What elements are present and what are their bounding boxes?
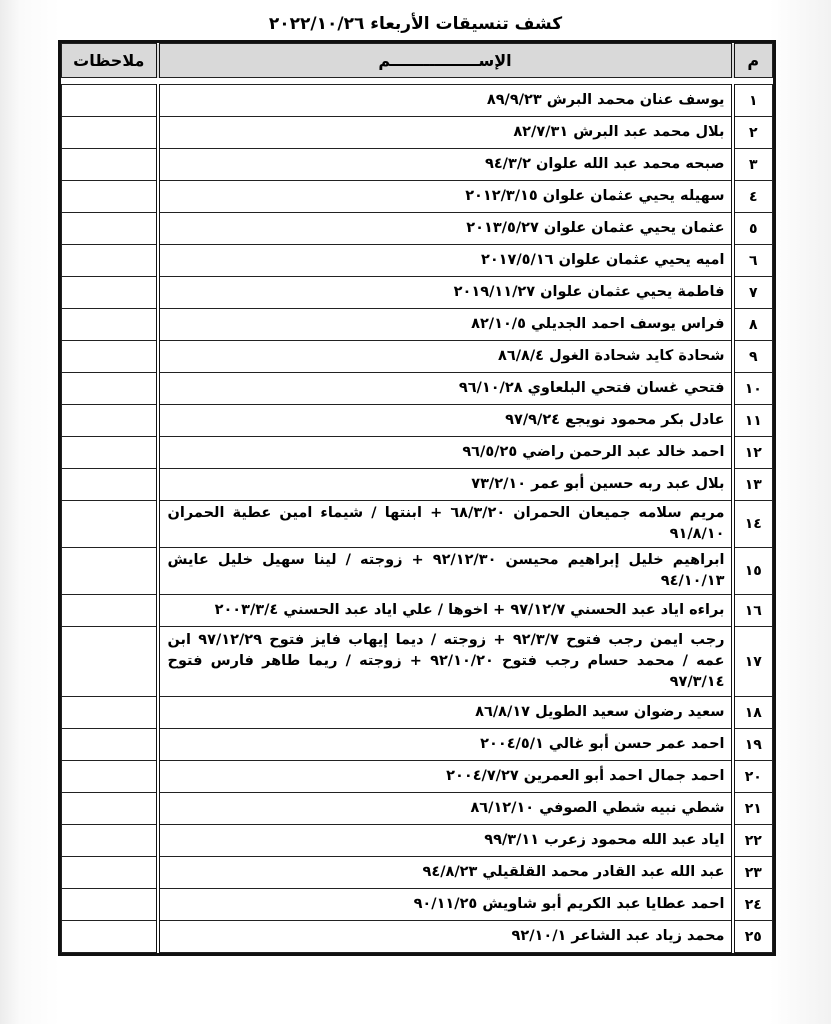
row-name: فراس يوسف احمد الجديلي ٨٢/١٠/٥ [158, 309, 733, 341]
row-notes [62, 825, 158, 857]
row-number: ٢٣ [733, 857, 773, 889]
row-notes [62, 309, 158, 341]
row-name: محمد زياد عبد الشاعر ٩٢/١٠/١ [158, 921, 733, 953]
row-number: ١ [733, 85, 773, 117]
table-row [62, 761, 773, 793]
row-notes [62, 245, 158, 277]
row-name: سعيد رضوان سعيد الطويل ٨٦/٨/١٧ [158, 697, 733, 729]
table-row [62, 548, 773, 595]
row-notes [62, 921, 158, 953]
document-title: كشف تنسيقات الأربعاء ٢٠٢٢/١٠/٢٦ [268, 14, 563, 34]
header-number: م [733, 44, 773, 78]
row-name: بلال عبد ربه حسين أبو عمر ٧٣/٢/١٠ [158, 469, 733, 501]
row-name: اميه يحيي عثمان علوان ٢٠١٧/٥/١٦ [158, 245, 733, 277]
row-number: ٦ [733, 245, 773, 277]
header-name: الإســــــــــــــــم [158, 44, 733, 78]
row-notes [62, 627, 158, 697]
row-name: عبد الله عبد القادر محمد القلقيلي ٩٤/٨/٢٣ [158, 857, 733, 889]
row-notes [62, 117, 158, 149]
row-notes [62, 729, 158, 761]
row-notes [62, 469, 158, 501]
row-notes [62, 213, 158, 245]
row-name: احمد جمال احمد أبو العمرين ٢٠٠٤/٧/٢٧ [158, 761, 733, 793]
row-name: مريم سلامه جميعان الحمران ٦٨/٣/٢٠ + ابنتها / شيماء امين عطية الحمران ٩١/٨/١٠ [167, 505, 725, 542]
table-row [62, 117, 773, 149]
table-row [62, 501, 773, 548]
names-table-frame [58, 40, 776, 956]
header-notes: ملاحظات [62, 44, 158, 78]
table-row [62, 373, 773, 405]
table-row [62, 309, 773, 341]
row-name: رجب ايمن رجب فتوح ٩٢/٣/٧ + زوجته / ديما إيهاب فايز فتوح ٩٧/١٢/٢٩ ابن عمه / محمد حسام رجب فتوح ٩٢/١٠/٢٠ + زوجته / ريما طاهر فارس فتوح ٩٧/٣/١٤ [167, 632, 725, 690]
row-number: ١٤ [733, 501, 773, 548]
row-name: ابراهيم خليل إبراهيم محيسن ٩٢/١٢/٣٠ + زوجته / لينا سهيل خليل عايش ٩٤/١٠/١٣ [167, 552, 725, 589]
row-number: ٢٢ [733, 825, 773, 857]
table-row [62, 729, 773, 761]
header-gap-row [62, 78, 773, 85]
row-number: ١٥ [733, 548, 773, 595]
row-name: فاطمة يحيي عثمان علوان ٢٠١٩/١١/٢٧ [158, 277, 733, 309]
row-number: ١٨ [733, 697, 773, 729]
row-name: شحادة كايد شحادة الغول ٨٦/٨/٤ [158, 341, 733, 373]
row-notes [62, 761, 158, 793]
row-number: ٢ [733, 117, 773, 149]
row-name: احمد عمر حسن أبو غالي ٢٠٠٤/٥/١ [158, 729, 733, 761]
table-row [62, 437, 773, 469]
table-header-row [62, 44, 773, 78]
row-notes [62, 373, 158, 405]
row-number: ٢٥ [733, 921, 773, 953]
row-notes [62, 793, 158, 825]
row-number: ٣ [733, 149, 773, 181]
row-notes [62, 405, 158, 437]
table-row [62, 181, 773, 213]
table-row [62, 889, 773, 921]
row-notes [62, 548, 158, 595]
row-number: ٢١ [733, 793, 773, 825]
row-number: ٤ [733, 181, 773, 213]
table-row [62, 793, 773, 825]
row-name: شطي نبيه شطي الصوفي ٨٦/١٢/١٠ [158, 793, 733, 825]
row-notes [62, 857, 158, 889]
row-name: عثمان يحيي عثمان علوان ٢٠١٣/٥/٢٧ [158, 213, 733, 245]
table-row [62, 825, 773, 857]
row-name: يوسف عنان محمد البرش ٨٩/٩/٢٣ [158, 85, 733, 117]
row-notes [62, 501, 158, 548]
table-row [62, 85, 773, 117]
row-name: احمد خالد عبد الرحمن راضي ٩٦/٥/٢٥ [158, 437, 733, 469]
row-number: ١٢ [733, 437, 773, 469]
row-name: سهيله يحيي عثمان علوان ٢٠١٢/٣/١٥ [158, 181, 733, 213]
table-row [62, 469, 773, 501]
table-row [62, 405, 773, 437]
row-number: ١٣ [733, 469, 773, 501]
table-row [62, 277, 773, 309]
table-row [62, 245, 773, 277]
row-number: ١٠ [733, 373, 773, 405]
table-row [62, 857, 773, 889]
names-table [61, 43, 773, 953]
row-number: ٥ [733, 213, 773, 245]
row-number: ٩ [733, 341, 773, 373]
row-notes [62, 697, 158, 729]
row-name: براءه اياد عبد الحسني ٩٧/١٢/٧ + اخوها / علي اياد عبد الحسني ٢٠٠٣/٣/٤ [158, 595, 733, 627]
row-notes [62, 595, 158, 627]
row-name: بلال محمد عبد البرش ٨٢/٧/٣١ [158, 117, 733, 149]
row-notes [62, 277, 158, 309]
row-notes [62, 181, 158, 213]
row-number: ١٩ [733, 729, 773, 761]
row-name: احمد عطايا عبد الكريم أبو شاويش ٩٠/١١/٢٥ [158, 889, 733, 921]
row-number: ١٧ [733, 627, 773, 697]
row-name: صبحه محمد عبد الله علوان ٩٤/٣/٢ [158, 149, 733, 181]
row-notes [62, 341, 158, 373]
table-row [62, 213, 773, 245]
row-name: عادل بكر محمود نويجع ٩٧/٩/٢٤ [158, 405, 733, 437]
table-row [62, 627, 773, 697]
row-number: ١٦ [733, 595, 773, 627]
row-name: اياد عبد الله محمود زعرب ٩٩/٣/١١ [158, 825, 733, 857]
table-row [62, 595, 773, 627]
row-number: ٧ [733, 277, 773, 309]
table-row [62, 341, 773, 373]
table-row [62, 149, 773, 181]
row-name: فتحي غسان فتحي البلعاوي ٩٦/١٠/٢٨ [158, 373, 733, 405]
row-notes [62, 149, 158, 181]
row-notes [62, 889, 158, 921]
table-row [62, 921, 773, 953]
row-notes [62, 85, 158, 117]
row-number: ٢٠ [733, 761, 773, 793]
table-row [62, 697, 773, 729]
row-number: ٢٤ [733, 889, 773, 921]
row-number: ٨ [733, 309, 773, 341]
row-number: ١١ [733, 405, 773, 437]
row-notes [62, 437, 158, 469]
